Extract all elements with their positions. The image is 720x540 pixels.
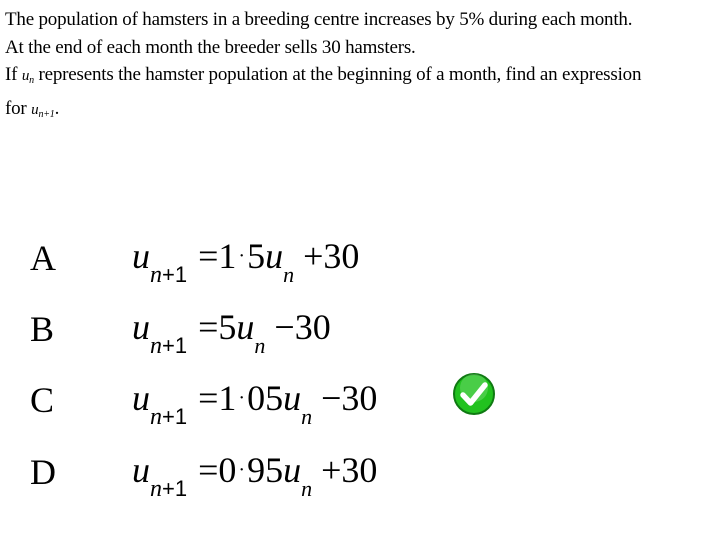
option-c-dot: · — [238, 387, 246, 409]
option-d-coef-frac: 95 — [247, 450, 284, 490]
option-c-letter: C — [30, 380, 55, 420]
option-b-lhs-sub-var: n — [150, 333, 162, 359]
option-a-equals: = — [198, 236, 219, 276]
option-d-lhs-sub-var: n — [150, 476, 162, 502]
option-a-lhs-sub-var: n — [150, 262, 162, 288]
option-b-lhs-sub-rest: +1 — [162, 333, 188, 358]
option-c-lhs-var: u — [132, 378, 150, 418]
option-a-dot: · — [238, 245, 246, 267]
option-a-var: u — [265, 236, 284, 276]
option-a-coef-frac: 5 — [247, 236, 266, 276]
option-b-var: u — [236, 307, 255, 347]
question-line-2-text: At the end of each month the breeder sells 30 hamsters. — [5, 36, 416, 58]
option-a-lhs-sub-rest: +1 — [162, 262, 188, 287]
option-c-equals: = — [198, 378, 219, 418]
option-d-expression — [132, 450, 378, 502]
question-line-4-suffix: . — [54, 97, 60, 119]
question-line-4-var-sub: n+1 — [38, 108, 55, 120]
option-c-var: u — [283, 378, 302, 418]
option-d-operator: + — [321, 450, 342, 490]
checkmark-icon — [452, 372, 496, 416]
option-a-letter: A — [30, 238, 56, 278]
option-b-expression — [132, 307, 331, 359]
option-c-coef-int: 1 — [218, 378, 237, 418]
option-c-operator: − — [321, 378, 342, 418]
option-c-constant: 30 — [341, 378, 378, 418]
option-a-lhs-var: u — [132, 236, 150, 276]
option-d-lhs-sub — [150, 476, 187, 501]
option-b-constant: 30 — [294, 307, 331, 347]
option-b-lhs-var: u — [132, 307, 150, 347]
option-d-coef-int: 0 — [218, 450, 237, 490]
option-a[interactable] — [0, 236, 720, 300]
question-line-4-prefix: for — [5, 97, 27, 119]
option-b-lhs-sub — [150, 333, 187, 358]
question-line-4-var: u — [31, 101, 39, 118]
option-b[interactable] — [0, 307, 720, 371]
option-c-lhs-sub-var: n — [150, 404, 162, 430]
option-d-letter: D — [30, 452, 56, 492]
option-a-operator: + — [303, 236, 324, 276]
option-d-lhs-var: u — [132, 450, 150, 490]
option-b-operator: − — [274, 307, 295, 347]
option-a-constant: 30 — [323, 236, 360, 276]
question-line-3-var-sub: n — [29, 75, 34, 86]
option-c-expression — [132, 378, 378, 430]
question-line-1-text: The population of hamsters in a breeding centre increases by 5% during each month. — [5, 9, 633, 30]
option-d-var: u — [283, 450, 302, 490]
option-a-coef-int: 1 — [218, 236, 237, 276]
option-d-constant: 30 — [341, 450, 378, 490]
option-d-var-sub: n — [301, 476, 313, 501]
option-a-var-sub: n — [283, 262, 295, 287]
option-d[interactable] — [0, 450, 720, 514]
option-c-lhs-sub — [150, 404, 187, 429]
question-line-3-var: u — [21, 68, 30, 84]
option-d-equals: = — [198, 450, 219, 490]
option-b-coef-int: 5 — [218, 307, 237, 347]
option-b-equals: = — [198, 307, 219, 347]
option-b-var-sub: n — [254, 333, 266, 358]
option-b-letter: B — [30, 309, 55, 349]
option-c[interactable] — [0, 378, 720, 442]
option-c-coef-frac: 05 — [247, 378, 284, 418]
question-line-3-suffix: represents the hamster population at the beginning of a month, find an expression — [38, 64, 642, 85]
option-c-var-sub: n — [301, 404, 313, 429]
option-c-lhs-sub-rest: +1 — [162, 404, 188, 429]
option-d-dot: · — [238, 459, 246, 481]
option-d-lhs-sub-rest: +1 — [162, 476, 188, 501]
option-a-expression — [132, 236, 360, 288]
question-line-3-prefix: If — [5, 64, 18, 85]
option-a-lhs-sub — [150, 262, 187, 287]
